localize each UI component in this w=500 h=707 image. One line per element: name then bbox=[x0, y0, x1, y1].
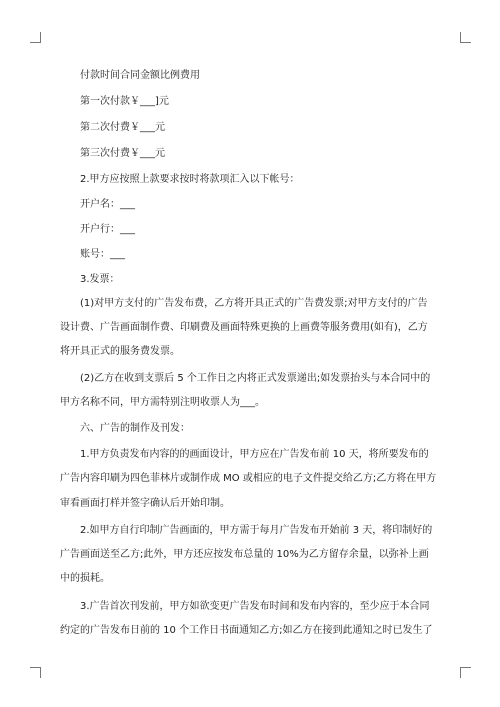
text-line: 开户名：___ bbox=[80, 199, 135, 210]
text-line: (1)对甲方支付的广告发布费，乙方将开具正式的广告费发票;对甲方支付的广告 bbox=[80, 298, 428, 309]
text-line: 六、广告的制作及刊发： bbox=[80, 423, 190, 434]
text-line: 第三次付费￥___元 bbox=[80, 148, 165, 159]
text-line: 第一次付款￥___]元 bbox=[80, 96, 169, 107]
text-line: 甲方名称不同，甲方需特别注明收票人为___。 bbox=[60, 397, 265, 408]
text-line: 广告内容印刷为四色菲林片或制作成 MO 或相应的电子文件提交给乙方;乙方将在甲方 bbox=[60, 473, 437, 484]
corner-mark-top-right bbox=[460, 32, 471, 43]
text-line: 开户行：___ bbox=[80, 224, 135, 235]
text-line: 审看画面打样并签字确认后开始印制。 bbox=[60, 498, 230, 509]
text-line: 约定的广告发布日前的 10 个工作日书面通知乙方;如乙方在接到此通知之时已发生了 bbox=[60, 625, 433, 636]
text-line: (2)乙方在收到支票后 5 个工作日之内将正式发票递出;如发票抬头与本合同中的 bbox=[80, 373, 431, 384]
corner-mark-bottom-right bbox=[460, 667, 471, 678]
text-line: 1.甲方负责发布内容的的画面设计，甲方应在广告发布前 10 天，将所要发布的 bbox=[80, 449, 429, 460]
corner-mark-bottom-left bbox=[30, 667, 41, 678]
text-line: 3.发票： bbox=[80, 274, 120, 285]
text-line: 将开具正式的服务费发票。 bbox=[60, 346, 180, 357]
text-line: 设计费、广告画面制作费、印刷费及画面特殊更换的上画费等服务费用(如有)，乙方 bbox=[60, 322, 428, 333]
text-line: 中的损耗。 bbox=[60, 573, 110, 584]
text-line: 第二次付费￥___元 bbox=[80, 122, 165, 133]
text-line: 广告画面送至乙方;此外，甲方还应按发布总量的 10%为乙方留存余量，以弥补上画 bbox=[60, 549, 429, 560]
text-line: 付款时间合同金额比例费用 bbox=[80, 70, 200, 81]
corner-mark-top-left bbox=[30, 32, 41, 43]
text-line: 账号：___ bbox=[80, 249, 125, 260]
text-line: 2.甲方应按照上款要求按时将款项汇入以下帐号： bbox=[80, 174, 300, 185]
text-line: 3.广告首次刊发前，甲方如欲变更广告发布时间和发布内容的，至少应于本合同 bbox=[80, 601, 430, 612]
text-line: 2.如甲方自行印制广告画面的，甲方需于每月广告发布开始前 3 天，将印制好的 bbox=[80, 525, 433, 536]
